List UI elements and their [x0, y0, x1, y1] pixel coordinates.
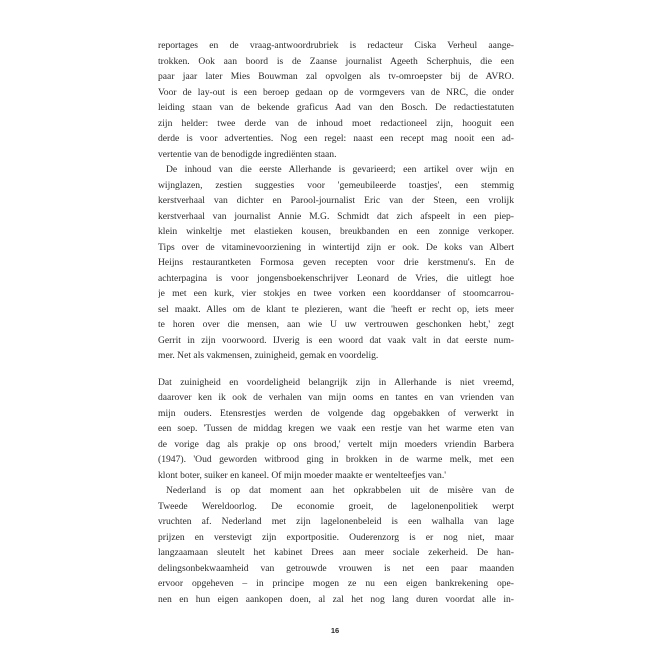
text-line: paar jaar later Mies Bouwman zal opvolgen als tv-omroepster bij de AVRO.: [158, 71, 514, 82]
text-line: klein winkeltje met elastieken kousen, breukbanden en een zonnige verkoper.: [158, 226, 514, 237]
text-line: (1947). 'Oud geworden witbrood ging in brokken in de warme melk, met een: [158, 454, 514, 465]
text-line: wijnglazen, zestien suggesties voor 'gemeubileerde toastjes', een stemmig: [158, 179, 514, 191]
text-line: ervoor opgeheven – in principe mogen ze nu een eigen bankrekening ope-: [158, 578, 514, 589]
text-line: een soep. 'Tussen de middag kregen we vaak een restje van het warme eten van: [158, 423, 514, 434]
text-line: vertentie van de benodigde ingrediënten staan.: [158, 148, 337, 160]
text-line: achterpagina is voor jongensboekenschrijver Leonard de Vries, die uitlegt hoe: [158, 272, 514, 284]
body-text: [158, 38, 514, 607]
paragraph-3: [158, 375, 514, 484]
page-number: 16: [330, 626, 340, 635]
text-line: Heijns restaurantketen Formosa geven recepten voor drie kerstmenu's. En de: [158, 257, 514, 268]
text-line: vruchten af. Nederland met zijn lagelonenbeleid is een walhalla van lage: [158, 516, 514, 527]
text-line: trokken. Ook aan boord is de Zaanse journalist Ageeth Scherphuis, die een: [158, 55, 514, 67]
text-line: kerstverhaal van journalist Annie M.G. Schmidt dat zich afspeelt in een piep-: [158, 210, 514, 222]
text-line: de vorige dag als prakje op ons brood,' vertelt mijn moeders vriendin Barbera: [158, 438, 514, 450]
text-line: mijn ouders. Etensrestjes werden de volgende dag opgebakken of verwerkt in: [158, 407, 514, 419]
text-line: klont boter, suiker en kaneel. Of mijn moeder maakte er wentelteefjes van.': [158, 469, 446, 481]
text-line: derde is voor advertenties. Nog een regel: naast een recept mag nooit een ad-: [158, 133, 514, 144]
text-line: langzaamaan sleutelt het kabinet Drees aan meer sociale zekerheid. De han-: [158, 547, 514, 558]
text-line: Voor de lay-out is een beroep gedaan op de vormgevers van de NRC, die onder: [158, 86, 514, 98]
text-line: Nederland is op dat moment aan het opkrabbelen uit de misère van de: [166, 485, 514, 496]
text-line: sel maakt. Alles om de klant te plezieren, want die 'heeft er recht op, iets meer: [158, 303, 514, 315]
text-line: Gerrit in zijn voorwoord. IJverig is een woord dat vaak valt in dat eerste num-: [158, 334, 514, 346]
text-line: Tweede Wereldoorlog. De economie groeit, de lagelonenpolitiek werpt: [158, 500, 514, 512]
text-line: prijzen en verstevigt zijn exportpositie. Ouderenzorg is er nog niet, maar: [158, 531, 514, 543]
text-line: te horen over die mensen, aan wie U uw vertrouwen geschonken hebt,' zegt: [158, 319, 514, 330]
text-line: De inhoud van die eerste Allerhande is gevarieerd; een artikel over wijn en: [166, 164, 514, 175]
text-line: daarover ken ik ook de verhalen van mijn ooms en tantes en van vrienden van: [158, 392, 514, 403]
text-line: mer. Net als vakmensen, zuinigheid, gemak en voordelig.: [158, 350, 379, 361]
text-line: delingsonbekwaamheid van getrouwde vrouwen is net een paar maanden: [158, 562, 514, 574]
paragraph-1: [158, 38, 514, 162]
text-line: Dat zuinigheid en voordeligheid belangrijk zijn in Allerhande is niet vreemd,: [158, 376, 514, 388]
paragraph-4: [158, 483, 514, 607]
text-line: kerstverhaal van dichter en Parool-journalist Eric van der Steen, een vrolijk: [158, 195, 514, 206]
section-gap: [158, 364, 514, 375]
text-line: leiding staan van de bekende graficus Aad van den Bosch. De redactiestatuten: [158, 102, 514, 113]
paragraph-2: [158, 162, 514, 364]
text-line: zijn helder: twee derde van de inhoud moet redactioneel zijn, hooguit een: [158, 117, 514, 129]
text-line: je met een kurk, vier stokjes en twee vorken een koorddanser of stoomcarrou-: [158, 288, 514, 299]
text-line: reportages en de vraag-antwoordrubriek is redacteur Ciska Verheul aange-: [158, 40, 514, 51]
text-line: nen en hun eigen aankopen doen, al zal het nog lang duren voordat alle in-: [158, 593, 514, 605]
text-line: Tips over de vitaminevoorziening in wintertijd zijn er ook. De koks van Albert: [158, 241, 514, 253]
